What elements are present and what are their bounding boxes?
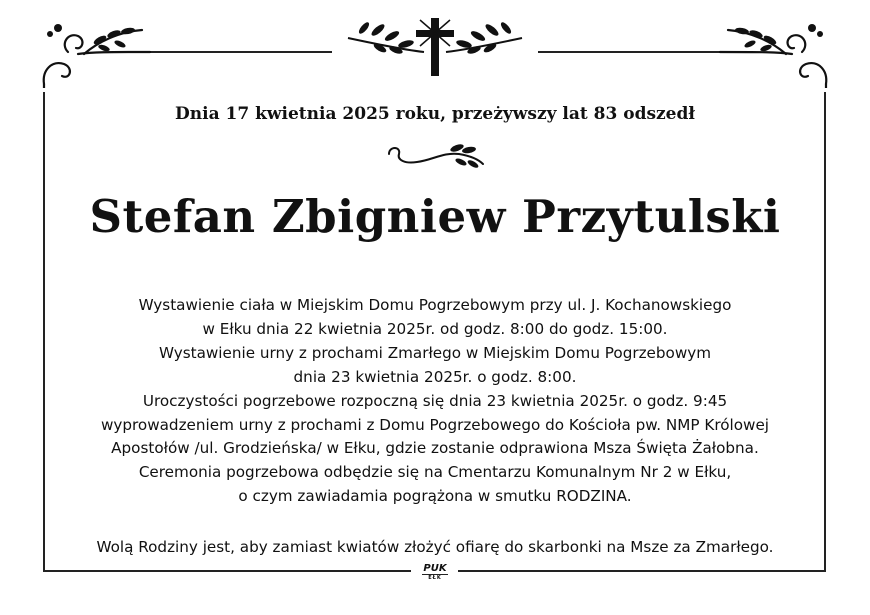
cross-with-laurel-icon [336,14,534,80]
frame-bottom-border-left [43,570,411,572]
frame-left-border [43,92,45,572]
company-logo [416,564,454,581]
detail-line: Uroczystości pogrzebowe rozpoczną się dnia 23 kwietnia 2025r. o godz. 9:45 [142,391,728,410]
frame-right-border [824,92,826,572]
announcement-header: Dnia 17 kwietnia 2025 roku, przeżywszy lat 83 odszedł [175,104,695,124]
funeral-details [50,294,820,509]
detail-line: Wystawienie urny z prochami Zmarłego w Miejskim Domu Pogrzebowym [158,343,712,362]
detail-line: dnia 23 kwietnia 2025r. o godz. 8:00. [293,367,577,386]
swirl-leaf-ornament-icon [385,142,485,172]
detail-line: Ceremonia pogrzebowa odbędzie się na Cmentarzu Komunalnym Nr 2 w Ełku, [138,463,732,482]
logo-main-text: PUK [423,563,447,574]
closing-note: Wolą Rodziny jest, aby zamiast kwiatów złożyć ofiarę do skarbonki na Msze za Zmarłego. [96,538,774,556]
frame-bottom-border-right [458,570,826,572]
detail-line: wyprowadzeniem urny z prochami z Domu Pogrzebowego do Kościoła pw. NMP Królowej [100,415,770,434]
detail-line: w Ełku dnia 22 kwietnia 2025r. od godz. 8:00 do godz. 15:00. [202,319,668,338]
top-rule-right [538,51,720,53]
top-rule-left [150,51,332,53]
floral-corner-right-icon [716,18,832,88]
detail-line: Wystawienie ciała w Miejskim Domu Pogrzebowym przy ul. J. Kochanowskiego [138,296,732,314]
logo-sub-text: EŁK [422,574,448,581]
deceased-name: Stefan Zbigniew Przytulski [89,190,781,243]
floral-corner-left-icon [38,18,154,88]
detail-line: Apostołów /ul. Grodzieńska/ w Ełku, gdzie zostanie odprawiona Msza Święta Żałobna. [111,439,759,458]
detail-line: o czym zawiadamia pogrążona w smutku RODZINA. [238,487,632,506]
